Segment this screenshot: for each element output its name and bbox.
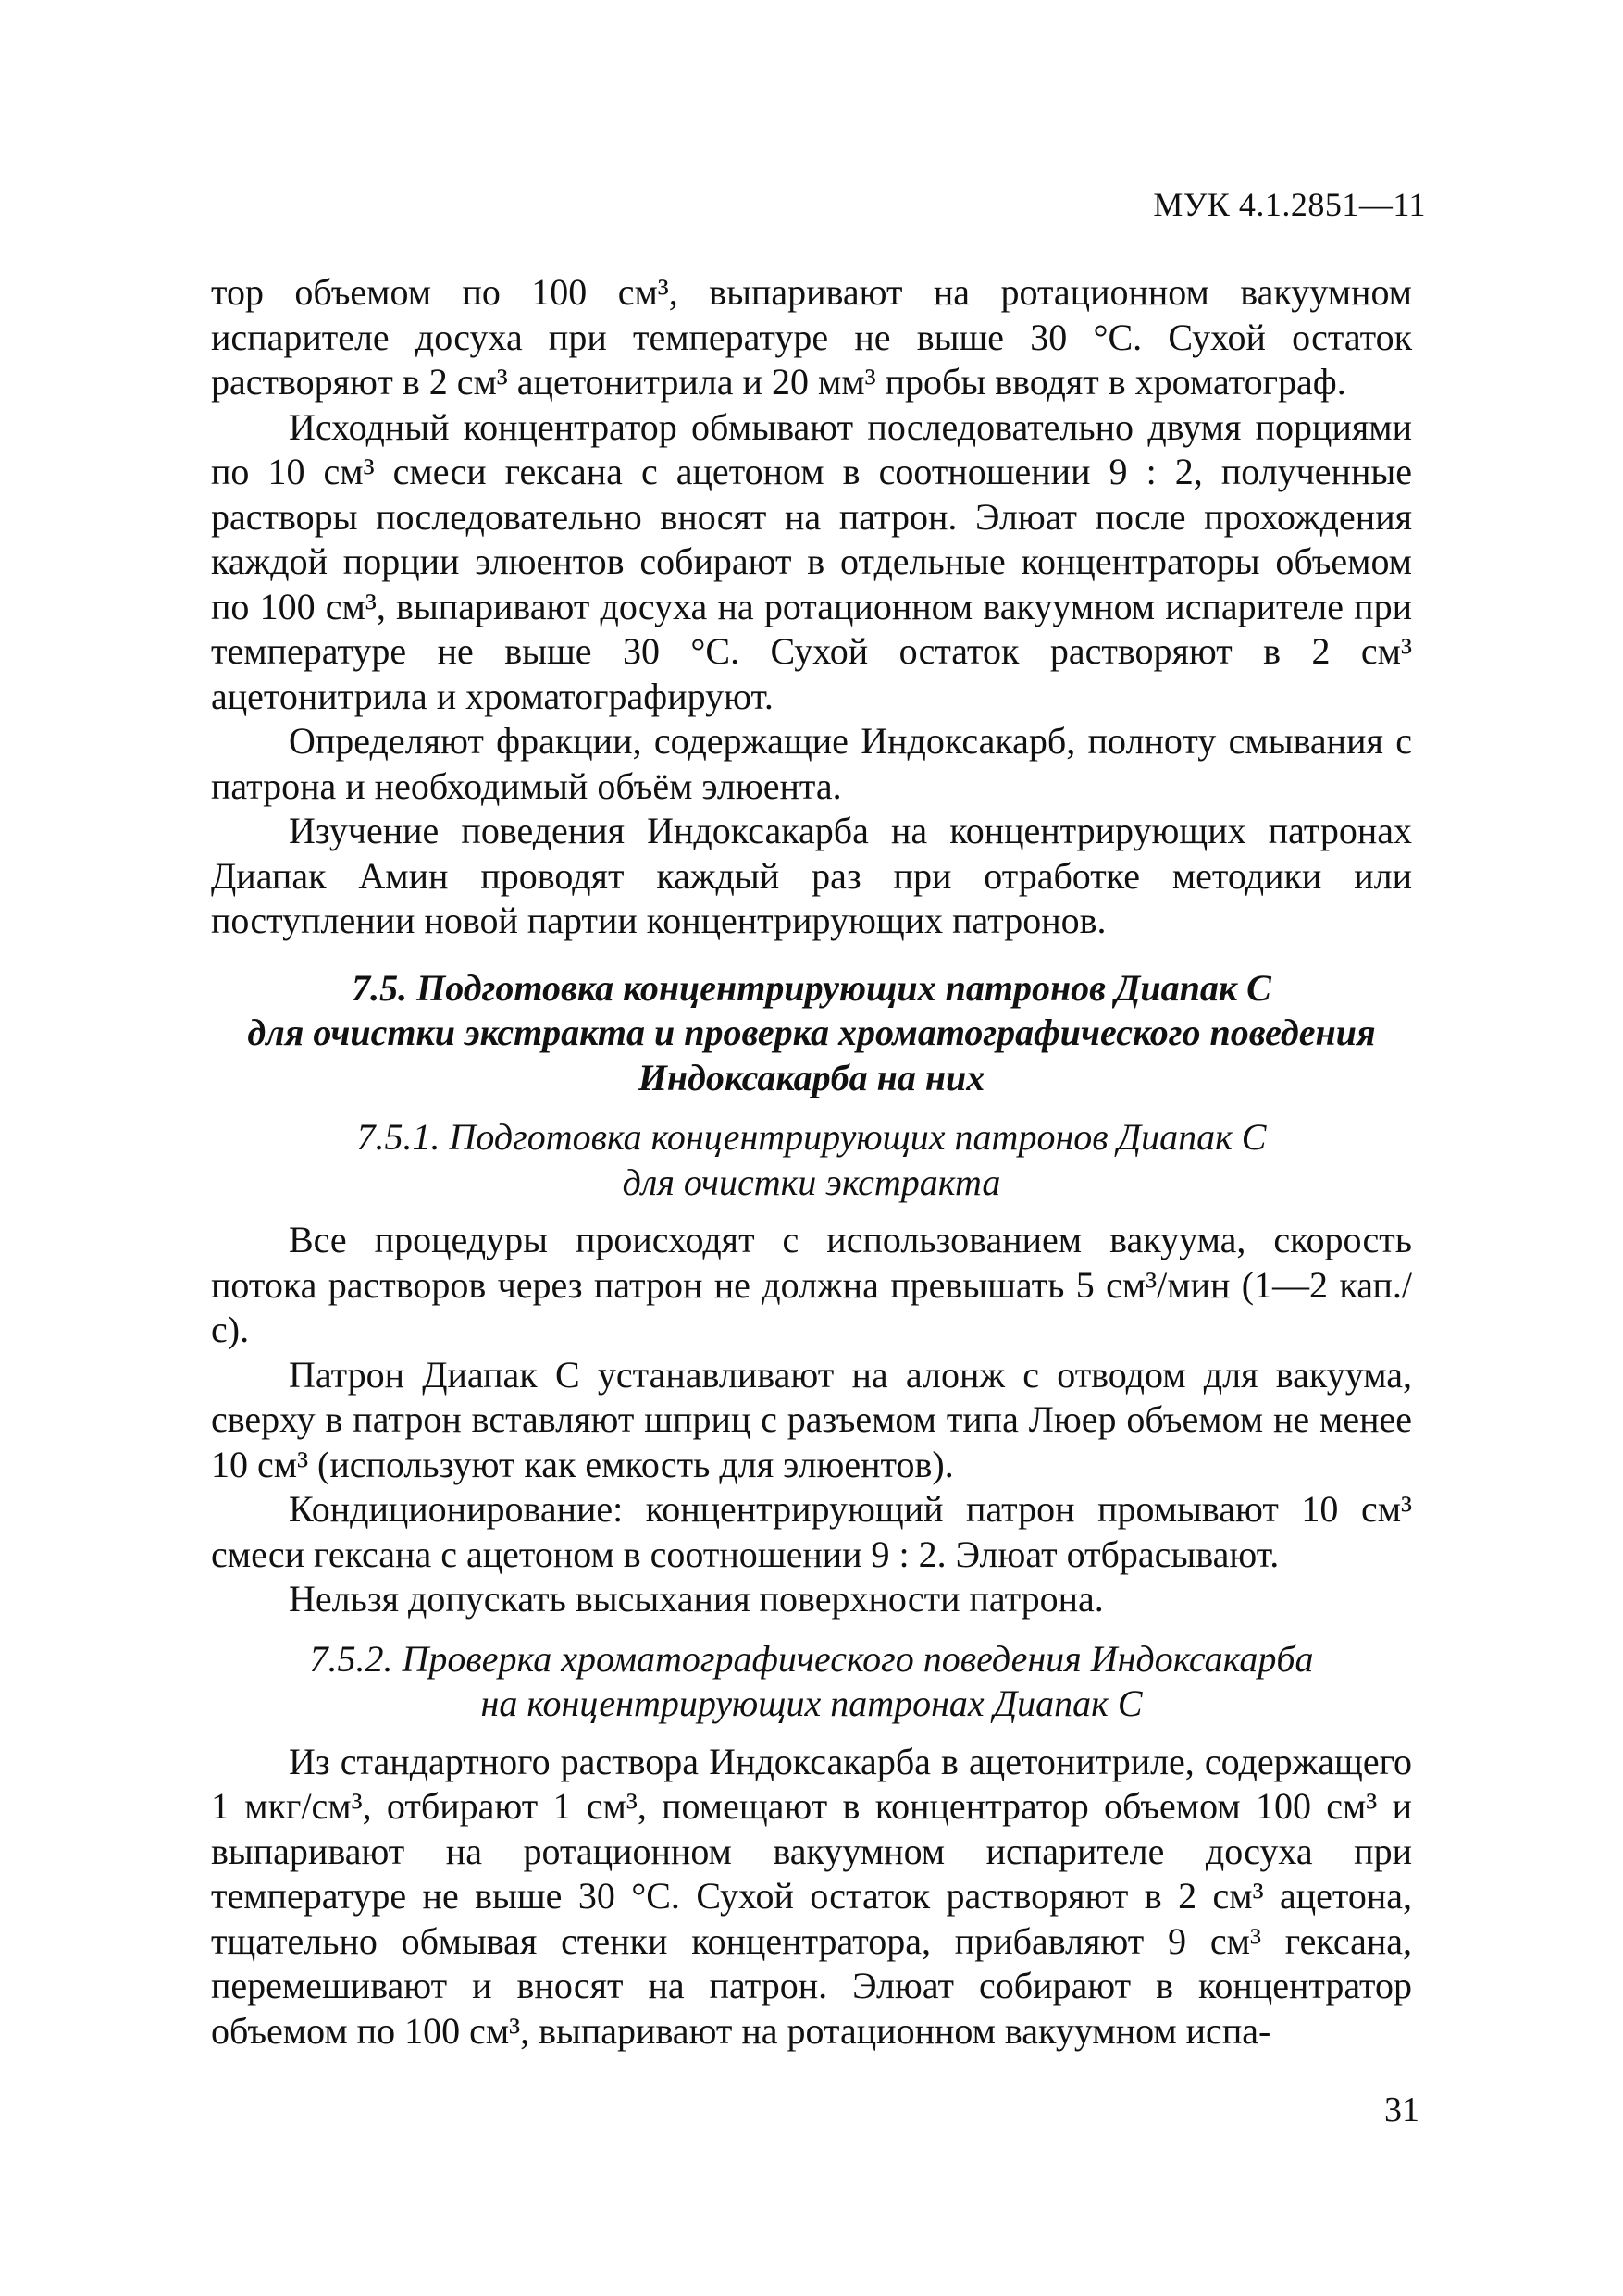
paragraph: Кондиционирование: концентрирующий патрон промывают 10 см³ смеси гексана с ацетоном в соотношении 9 : 2. Элюат отбрасывают. [211,1488,1412,1575]
paragraph: Нельзя допускать высыхания поверхности патрона. [289,1578,1104,1620]
paragraph: Изучение поведения Индоксакарба на концентрирующих патронах Диапак Амин проводят каждый раз при отработке методики или поступлении новой партии концентрирующих патронов. [211,810,1412,941]
paragraph: Исходный концентратор обмывают последовательно двумя порциями по 10 см³ смеси гексана с ацетоном в соотношении 9 : 2, полученные растворы последовательно вносят на патрон. Элюат после прохождения каждой порции элюентов собирают в отдельные концентраторы объемом по 100 см³, выпаривают досуха на ротационном вакуумном испарителе при температуре не выше 30 °С. Сухой остаток растворяют в 2 см³ ацетонитрила и хроматографируют. [211,405,1412,717]
paragraph: Из стандартного раствора Индоксакарба в ацетонитриле, содержащего 1 мкг/см³, отбирают 1 см³, помещают в концентратор объемом 100 см³ и выпаривают на ротационном вакуумном испарителе досуха при температуре не выше 30 °С. Сухой остаток растворяют в 2 см³ ацетона, тщательно обмывая стенки концентратора, прибавляют 9 см³ гексана, перемешивают и вносят на патрон. Элюат собирают в концентратор объемом по 100 см³, выпаривают на ротационном вакуумном испа- [211,1740,1412,2052]
heading-line: для очистки экстракта [622,1160,1001,1203]
heading-line: 7.5. Подготовка концентрирующих патронов Диапак С [352,966,1271,1009]
heading-line: Индоксакарба на них [638,1056,985,1098]
page-body [211,270,1412,2054]
paragraph: Все процедуры происходят с использованием вакуума, скорость потока растворов через патрон не должна превышать 5 см³/мин (1—2 кап./с). [211,1219,1412,1350]
document-code-header: МУК 4.1.2851—11 [1153,186,1426,223]
paragraph-continuation: тор объемом по 100 см³, выпаривают на ротационном вакуумном испарителе досуха при температуре не выше 30 °С. Сухой остаток растворяют в 2 см³ ацетонитрила и 20 мм³ пробы вводят в хроматограф. [211,271,1412,403]
heading-line: для очистки экстракта и проверка хроматографического поведения [247,1011,1376,1053]
paragraph: Определяют фракции, содержащие Индоксакарб, полноту смывания с патрона и необходимый объём элюента. [211,720,1412,807]
subsection-heading-7-5-1 [211,1115,1412,1205]
heading-line: 7.5.1. Подготовка концентрирующих патронов Диапак С [356,1116,1267,1158]
page-number: 31 [1384,2091,1419,2129]
section-heading-7-5 [211,966,1412,1101]
paragraph: Патрон Диапак С устанавливают на алонж с отводом для вакуума, сверху в патрон вставляют шприц с разъемом типа Люер объемом не менее 10 см³ (используют как емкость для элюентов). [211,1353,1412,1485]
subsection-heading-7-5-2 [211,1637,1412,1727]
heading-line: 7.5.2. Проверка хроматографического поведения Индоксакарба [309,1637,1314,1680]
heading-line: на концентрирующих патронах Диапак С [480,1682,1143,1724]
